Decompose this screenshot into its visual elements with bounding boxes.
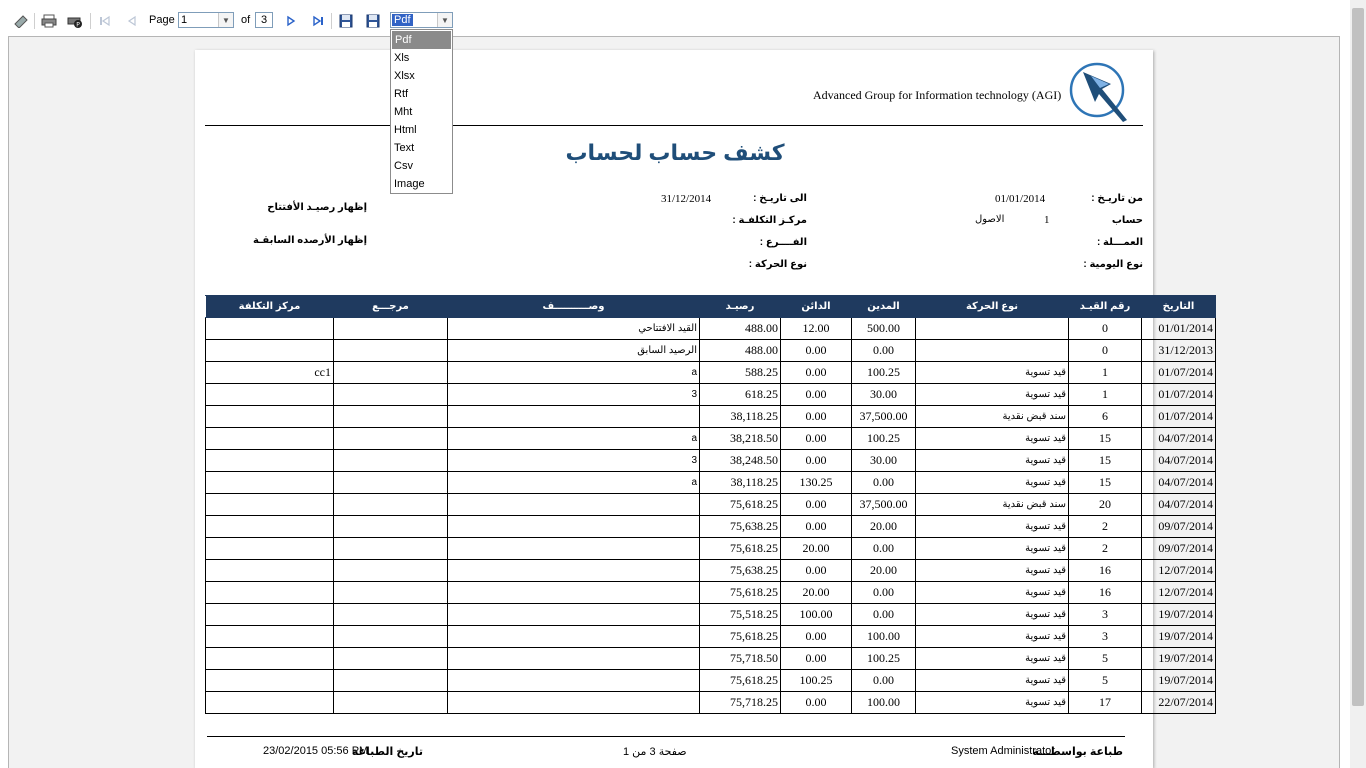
cell-entry-number: 16 <box>1069 582 1142 604</box>
cell-description: a <box>448 362 700 384</box>
cell-debit: 0.00 <box>852 538 916 560</box>
export-format-select[interactable] <box>390 12 453 28</box>
cell-credit: 0.00 <box>781 340 852 362</box>
cell-description <box>448 648 700 670</box>
cell-entry-number: 20 <box>1069 494 1142 516</box>
table-row <box>206 604 1216 626</box>
table-row <box>206 406 1216 428</box>
cell-balance: 38,248.50 <box>700 450 781 472</box>
printed-by-value: System Administrator <box>951 745 1055 757</box>
cell-description: a <box>448 428 700 450</box>
save-as-icon[interactable] <box>364 12 382 30</box>
cell-entry-number: 15 <box>1069 472 1142 494</box>
cell-description <box>448 626 700 648</box>
cell-balance: 588.25 <box>700 362 781 384</box>
cell-reference <box>334 318 448 340</box>
cell-reference <box>334 670 448 692</box>
viewer-toolbar <box>0 0 1350 40</box>
cell-reference <box>334 516 448 538</box>
account-number: 1 <box>1044 214 1050 226</box>
export-format-dropdown <box>390 29 453 194</box>
column-header-debit: المدين <box>852 296 916 318</box>
cell-credit: 20.00 <box>781 582 852 604</box>
cell-movement-type: قيد تسوية <box>916 582 1069 604</box>
print-icon[interactable] <box>40 12 58 30</box>
table-row <box>206 450 1216 472</box>
company-logo-icon <box>1069 62 1129 129</box>
cell-description: 3 <box>448 450 700 472</box>
cell-reference <box>334 648 448 670</box>
cell-reference <box>334 384 448 406</box>
cell-description: الرصيد السابق <box>448 340 700 362</box>
cell-movement-type: قيد تسوية <box>916 472 1069 494</box>
column-header-date: التاريخ <box>1142 296 1216 318</box>
cell-movement-type: قيد تسوية <box>916 362 1069 384</box>
cell-date: 31/12/2013 <box>1142 340 1216 362</box>
currency-label: العمـــلة : <box>1096 237 1143 248</box>
of-label: of <box>241 14 251 26</box>
table-row <box>206 362 1216 384</box>
cell-debit: 0.00 <box>852 340 916 362</box>
cell-debit: 20.00 <box>852 516 916 538</box>
cell-cost-center <box>206 494 334 516</box>
cell-debit: 100.25 <box>852 362 916 384</box>
cell-debit: 37,500.00 <box>852 494 916 516</box>
printed-by-label: طباعة بواسطـــة <box>1032 746 1123 758</box>
table-row <box>206 318 1216 340</box>
cell-balance: 75,518.25 <box>700 604 781 626</box>
cell-balance: 75,618.25 <box>700 494 781 516</box>
first-page-icon[interactable] <box>96 12 114 30</box>
cell-date: 01/07/2014 <box>1142 362 1216 384</box>
cell-debit: 37,500.00 <box>852 406 916 428</box>
cell-reference <box>334 428 448 450</box>
format-option[interactable]: Pdf <box>392 31 451 49</box>
table-row <box>206 648 1216 670</box>
table-row <box>206 494 1216 516</box>
table-row <box>206 538 1216 560</box>
column-header-reference: مرجـــع <box>334 296 448 318</box>
cell-debit: 100.00 <box>852 692 916 714</box>
cell-debit: 100.25 <box>852 428 916 450</box>
table-row <box>206 340 1216 362</box>
cell-movement-type: قيد تسوية <box>916 560 1069 582</box>
toggle-sidebar-icon[interactable] <box>12 12 30 30</box>
cell-cost-center <box>206 472 334 494</box>
next-page-icon[interactable] <box>282 12 300 30</box>
page-number-select[interactable] <box>178 12 234 28</box>
toolbar-separator <box>331 13 332 29</box>
cell-entry-number: 1 <box>1069 362 1142 384</box>
cell-debit: 0.00 <box>852 670 916 692</box>
cell-balance: 38,218.50 <box>700 428 781 450</box>
cell-credit: 0.00 <box>781 626 852 648</box>
svg-text:P: P <box>76 21 80 29</box>
cell-movement-type: قيد تسوية <box>916 450 1069 472</box>
cell-balance: 38,118.25 <box>700 406 781 428</box>
cell-reference <box>334 340 448 362</box>
previous-page-icon[interactable] <box>123 12 141 30</box>
cell-entry-number: 1 <box>1069 384 1142 406</box>
format-option[interactable]: Xls <box>394 52 410 64</box>
cell-movement-type: قيد تسوية <box>916 648 1069 670</box>
journal-type-label: نوع اليومية : <box>1083 259 1143 270</box>
table-row <box>206 560 1216 582</box>
cell-movement-type: قيد تسوية <box>916 604 1069 626</box>
cell-debit: 0.00 <box>852 604 916 626</box>
cell-reference <box>334 626 448 648</box>
to-date-value: 31/12/2014 <box>661 193 712 205</box>
cell-debit: 0.00 <box>852 582 916 604</box>
cell-cost-center <box>206 582 334 604</box>
show-previous-balances-label: إظهار الأرصده السابقـة <box>252 235 367 246</box>
cell-date: 12/07/2014 <box>1142 560 1216 582</box>
cell-description <box>448 516 700 538</box>
page-number-value: 1 <box>181 14 188 26</box>
column-header-balance: رصيـد <box>700 296 781 318</box>
total-pages: 3 <box>255 12 273 28</box>
cell-credit: 100.25 <box>781 670 852 692</box>
cell-balance: 75,618.25 <box>700 582 781 604</box>
cell-credit: 20.00 <box>781 538 852 560</box>
cell-date: 04/07/2014 <box>1142 494 1216 516</box>
account-label: حساب <box>1111 215 1143 226</box>
cell-cost-center <box>206 340 334 362</box>
cell-credit: 0.00 <box>781 692 852 714</box>
cell-date: 04/07/2014 <box>1142 428 1216 450</box>
cell-debit: 100.00 <box>852 626 916 648</box>
cell-date: 09/07/2014 <box>1142 516 1216 538</box>
cell-entry-number: 0 <box>1069 340 1142 362</box>
vertical-scrollbar[interactable] <box>1350 0 1366 768</box>
cell-credit: 0.00 <box>781 406 852 428</box>
cell-credit: 130.25 <box>781 472 852 494</box>
cell-balance: 75,618.25 <box>700 538 781 560</box>
cell-cost-center <box>206 560 334 582</box>
cell-date: 01/01/2014 <box>1142 318 1216 340</box>
cell-date: 12/07/2014 <box>1142 582 1216 604</box>
column-header-entry-number: رقم القيـد <box>1069 296 1142 318</box>
export-format-value: Pdf <box>394 14 411 26</box>
cell-date: 04/07/2014 <box>1142 472 1216 494</box>
cell-date: 09/07/2014 <box>1142 538 1216 560</box>
format-option[interactable]: Rtf <box>394 88 409 100</box>
cell-date: 01/07/2014 <box>1142 384 1216 406</box>
format-option[interactable]: Csv <box>394 160 413 172</box>
cell-cost-center <box>206 516 334 538</box>
cell-balance: 75,718.50 <box>700 648 781 670</box>
table-row <box>206 516 1216 538</box>
cell-description <box>448 406 700 428</box>
cell-credit: 0.00 <box>781 560 852 582</box>
cell-credit: 0.00 <box>781 362 852 384</box>
cell-description: a <box>448 472 700 494</box>
cell-description <box>448 582 700 604</box>
account-name: الاصول <box>975 214 1005 225</box>
cell-balance: 618.25 <box>700 384 781 406</box>
cell-cost-center <box>206 428 334 450</box>
cell-entry-number: 15 <box>1069 428 1142 450</box>
cell-date: 19/07/2014 <box>1142 626 1216 648</box>
cost-center-label: مركـز التكلفـة : <box>732 215 807 226</box>
format-option[interactable]: Image <box>394 178 425 190</box>
cell-balance: 75,618.25 <box>700 626 781 648</box>
cell-date: 19/07/2014 <box>1142 648 1216 670</box>
cell-entry-number: 5 <box>1069 670 1142 692</box>
cell-credit: 0.00 <box>781 384 852 406</box>
cell-entry-number: 2 <box>1069 516 1142 538</box>
cell-date: 22/07/2014 <box>1142 692 1216 714</box>
cell-entry-number: 2 <box>1069 538 1142 560</box>
format-option[interactable]: Html <box>394 124 417 136</box>
report-title: كشف حساب لحساب <box>565 140 785 165</box>
cell-entry-number: 5 <box>1069 648 1142 670</box>
cell-date: 19/07/2014 <box>1142 670 1216 692</box>
toolbar-separator <box>90 13 91 29</box>
cell-reference <box>334 604 448 626</box>
cell-entry-number: 3 <box>1069 604 1142 626</box>
cell-balance: 75,718.25 <box>700 692 781 714</box>
table-header-row <box>206 296 1216 318</box>
report-page <box>195 50 1213 768</box>
cell-balance: 488.00 <box>700 340 781 362</box>
format-option[interactable]: Text <box>394 142 415 154</box>
table-row <box>206 428 1216 450</box>
page-label: Page <box>149 14 175 26</box>
cell-description <box>448 670 700 692</box>
cell-balance: 75,618.25 <box>700 670 781 692</box>
from-date-label: من تاريـخ : <box>1091 193 1143 204</box>
cell-credit: 100.00 <box>781 604 852 626</box>
cell-description: 3 <box>448 384 700 406</box>
cell-credit: 0.00 <box>781 428 852 450</box>
save-icon[interactable] <box>337 12 355 30</box>
table-row <box>206 670 1216 692</box>
cell-movement-type: قيد تسوية <box>916 384 1069 406</box>
cell-credit: 0.00 <box>781 450 852 472</box>
cell-balance: 75,638.25 <box>700 560 781 582</box>
cell-cost-center <box>206 648 334 670</box>
cell-cost-center: cc1 <box>206 362 334 384</box>
footer-divider <box>207 736 1125 737</box>
cell-credit: 0.00 <box>781 494 852 516</box>
toolbar-separator <box>34 13 35 29</box>
cell-movement-type: قيد تسوية <box>916 670 1069 692</box>
cell-date: 19/07/2014 <box>1142 604 1216 626</box>
cell-movement-type: قيد تسوية <box>916 516 1069 538</box>
cell-cost-center <box>206 450 334 472</box>
cell-debit: 100.25 <box>852 648 916 670</box>
cell-cost-center <box>206 604 334 626</box>
print-current-page-icon[interactable] <box>66 12 84 30</box>
cell-reference <box>334 494 448 516</box>
cell-description <box>448 538 700 560</box>
last-page-icon[interactable] <box>309 12 327 30</box>
cell-reference <box>334 406 448 428</box>
cell-reference <box>334 692 448 714</box>
chevron-down-icon[interactable]: ▼ <box>218 13 233 27</box>
cell-balance: 38,118.25 <box>700 472 781 494</box>
cell-reference <box>334 472 448 494</box>
chevron-down-icon[interactable]: ▼ <box>437 13 452 27</box>
cell-entry-number: 17 <box>1069 692 1142 714</box>
cell-description: القيد الافتتاحي <box>448 318 700 340</box>
column-header-movement-type: نوع الحركة <box>916 296 1069 318</box>
cell-cost-center <box>206 384 334 406</box>
cell-movement-type: سند قبض نقدية <box>916 494 1069 516</box>
cell-movement-type: قيد تسوية <box>916 626 1069 648</box>
cell-debit: 20.00 <box>852 560 916 582</box>
cell-credit: 0.00 <box>781 648 852 670</box>
to-date-label: الى تاريـخ : <box>753 193 807 204</box>
cell-entry-number: 16 <box>1069 560 1142 582</box>
cell-debit: 30.00 <box>852 450 916 472</box>
cell-description <box>448 692 700 714</box>
cell-cost-center <box>206 318 334 340</box>
cell-credit: 0.00 <box>781 516 852 538</box>
table-row <box>206 626 1216 648</box>
print-date-value: 23/02/2015 05:56 PM <box>263 745 369 757</box>
format-option[interactable]: Mht <box>394 106 413 118</box>
cell-entry-number: 6 <box>1069 406 1142 428</box>
format-option[interactable]: Xlsx <box>394 70 415 82</box>
column-header-cost-center: مركز التكلفة <box>206 296 334 318</box>
cell-movement-type: قيد تسوية <box>916 428 1069 450</box>
cell-reference <box>334 582 448 604</box>
cell-balance: 488.00 <box>700 318 781 340</box>
scrollbar-thumb[interactable] <box>1352 8 1364 706</box>
cell-movement-type: سند قبض نقدية <box>916 406 1069 428</box>
cell-balance: 75,638.25 <box>700 516 781 538</box>
cell-entry-number: 15 <box>1069 450 1142 472</box>
cell-reference <box>334 538 448 560</box>
cell-credit: 12.00 <box>781 318 852 340</box>
cell-movement-type <box>916 318 1069 340</box>
cell-date: 04/07/2014 <box>1142 450 1216 472</box>
table-row <box>206 692 1216 714</box>
cell-entry-number: 0 <box>1069 318 1142 340</box>
cell-cost-center <box>206 626 334 648</box>
cell-date: 01/07/2014 <box>1142 406 1216 428</box>
page-footer-number: صفحة 3 من 1 <box>623 746 687 758</box>
table-row <box>206 384 1216 406</box>
cell-cost-center <box>206 538 334 560</box>
cell-description <box>448 604 700 626</box>
header-divider <box>205 125 1143 126</box>
column-header-description: وصــــــــــف <box>448 296 700 318</box>
cell-debit: 500.00 <box>852 318 916 340</box>
cell-debit: 0.00 <box>852 472 916 494</box>
column-header-credit: الدائن <box>781 296 852 318</box>
print-date-label: تاريخ الطباعة <box>351 746 423 758</box>
cell-movement-type <box>916 340 1069 362</box>
cell-movement-type: قيد تسوية <box>916 538 1069 560</box>
company-name: Advanced Group for Information technology (AGI) <box>813 88 1062 102</box>
cell-movement-type: قيد تسوية <box>916 692 1069 714</box>
cell-cost-center <box>206 692 334 714</box>
branch-label: الفــــرع : <box>759 237 807 248</box>
cell-reference <box>334 560 448 582</box>
cell-entry-number: 3 <box>1069 626 1142 648</box>
cell-description <box>448 560 700 582</box>
show-opening-balance-label: إظهار رصيـد الأفتتاح <box>267 202 367 213</box>
cell-debit: 30.00 <box>852 384 916 406</box>
cell-cost-center <box>206 406 334 428</box>
table-row <box>206 472 1216 494</box>
account-statement-table <box>205 295 1216 714</box>
cell-cost-center <box>206 670 334 692</box>
from-date-value: 01/01/2014 <box>995 193 1046 205</box>
cell-description <box>448 494 700 516</box>
movement-type-label: نوع الحركة : <box>748 259 807 270</box>
cell-reference <box>334 450 448 472</box>
cell-reference <box>334 362 448 384</box>
table-row <box>206 582 1216 604</box>
